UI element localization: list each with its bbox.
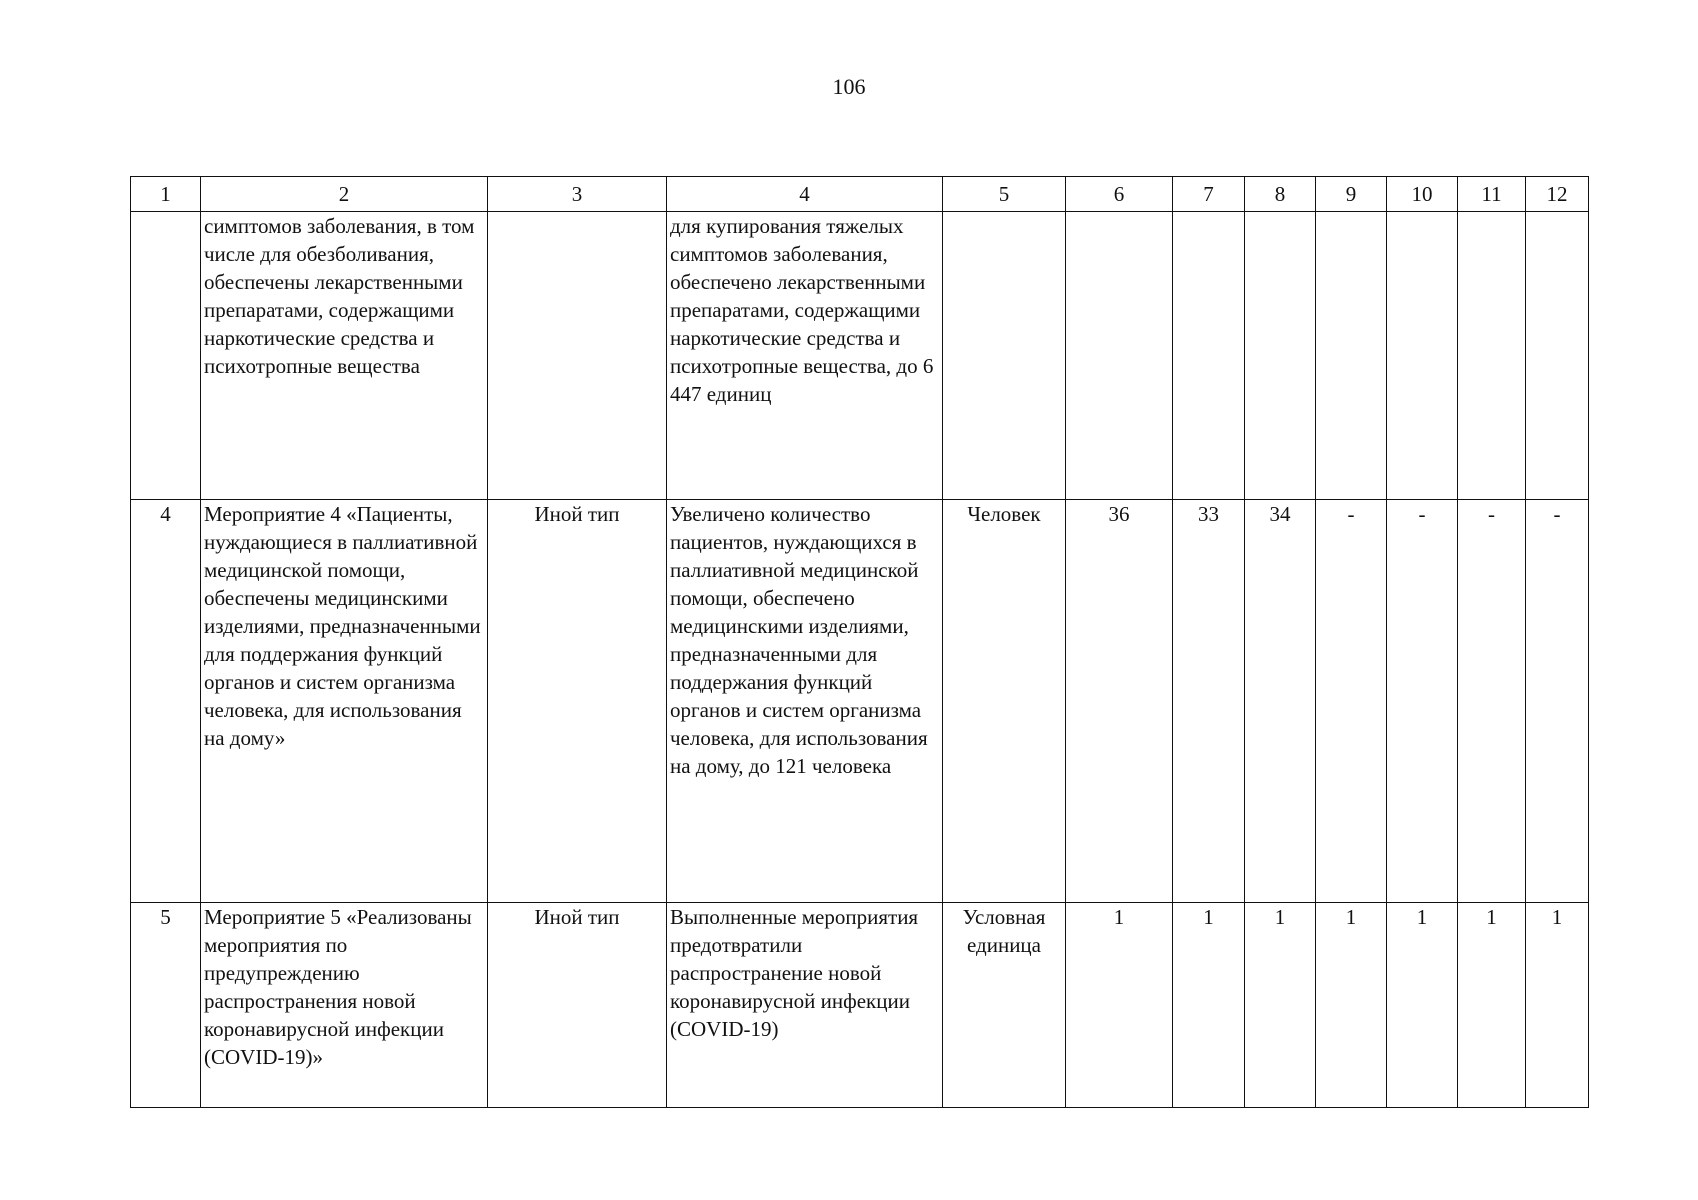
cell-value-12: 1 [1526,903,1589,1108]
cell-value-10 [1387,212,1458,500]
cell-result: для купирования тяжелых симптомов заболевания, обеспечено лекарственными препаратами, содержащими наркотические средства и психотропные вещества, до 6 447 единиц [667,212,943,500]
column-header-3: 3 [488,177,667,212]
cell-measure: Мероприятие 5 «Реализованы мероприятия по предупреждению распространения новой коронавирусной инфекции (COVID-19)» [201,903,488,1108]
cell-value-10: - [1387,500,1458,903]
cell-type [488,212,667,500]
cell-value-9: - [1316,500,1387,903]
cell-value-6 [1066,212,1173,500]
cell-value-9 [1316,212,1387,500]
cell-value-10: 1 [1387,903,1458,1108]
cell-value-7: 33 [1173,500,1245,903]
column-header-9: 9 [1316,177,1387,212]
cell-value-11: 1 [1458,903,1526,1108]
cell-result: Увеличено количество пациентов, нуждающихся в паллиативной медицинской помощи, обеспечено медицинскими изделиями, предназначенными для поддержания функций органов и систем организма человека, для использования на дому, до 121 человека [667,500,943,903]
column-header-11: 11 [1458,177,1526,212]
cell-value-11 [1458,212,1526,500]
cell-value-12: - [1526,500,1589,903]
cell-number: 5 [131,903,201,1108]
column-header-8: 8 [1245,177,1316,212]
cell-result: Выполненные мероприятия предотвратили распространение новой коронавирусной инфекции (COVID-19) [667,903,943,1108]
table-row [131,212,1589,500]
page-number: 106 [832,74,866,99]
column-header-7: 7 [1173,177,1245,212]
column-header-1: 1 [131,177,201,212]
header-row [131,177,1589,212]
column-header-2: 2 [201,177,488,212]
cell-measure: симптомов заболевания, в том числе для обезболивания, обеспечены лекарственными препаратами, содержащими наркотические средства и психотропные вещества [201,212,488,500]
cell-value-7 [1173,212,1245,500]
cell-value-8: 34 [1245,500,1316,903]
cell-value-6: 1 [1066,903,1173,1108]
cell-type: Иной тип [488,500,667,903]
cell-value-7: 1 [1173,903,1245,1108]
cell-unit: Условная единица [943,903,1066,1108]
cell-value-11: - [1458,500,1526,903]
cell-value-9: 1 [1316,903,1387,1108]
column-header-4: 4 [667,177,943,212]
cell-type: Иной тип [488,903,667,1108]
column-header-12: 12 [1526,177,1589,212]
cell-unit [943,212,1066,500]
column-header-6: 6 [1066,177,1173,212]
cell-number [131,212,201,500]
cell-value-8 [1245,212,1316,500]
table-row [131,903,1589,1108]
cell-value-12 [1526,212,1589,500]
column-header-5: 5 [943,177,1066,212]
cell-value-6: 36 [1066,500,1173,903]
cell-measure: Мероприятие 4 «Пациенты, нуждающиеся в паллиативной медицинской помощи, обеспечены медицинскими изделиями, предназначенными для поддержания функций органов и систем организма человека, для использования на дому» [201,500,488,903]
data-table [130,176,1589,1108]
cell-number: 4 [131,500,201,903]
cell-unit: Человек [943,500,1066,903]
column-header-10: 10 [1387,177,1458,212]
cell-value-8: 1 [1245,903,1316,1108]
table-row [131,500,1589,903]
